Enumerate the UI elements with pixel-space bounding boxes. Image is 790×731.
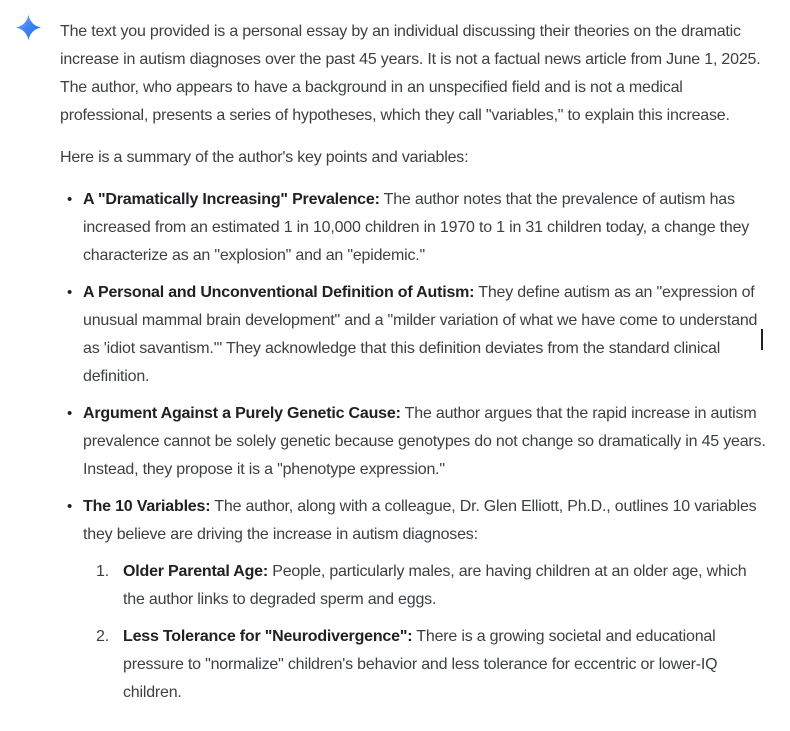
list-item-heading: The 10 Variables: xyxy=(83,498,211,515)
response-summary-lead: Here is a summary of the author's key points and variables: xyxy=(60,149,469,166)
numbered-item xyxy=(60,623,766,707)
response-intro-paragraph: The text you provided is a personal essay by an individual discussing their theories on the dramatic increase in autism diagnoses over the past 45 years. It is not a factual news article from June 1, 2025. The author, who appears to have a background in an unspecified field and is not a medical professional, presents a series of hypotheses, which they call "variables," to explain this increase. xyxy=(60,23,761,124)
list-item-heading: A "Dramatically Increasing" Prevalence: xyxy=(83,191,380,208)
list-item xyxy=(60,186,766,270)
variables-numbered-list xyxy=(60,558,766,707)
list-item-text: They define autism as an "expression of unusual mammal brain development" and a "milder variation of what we have come to understand as 'idiot savantism.'" They acknowledge that this definition deviates from the standard clinical definition. xyxy=(83,284,758,385)
list-item-text: The author notes that the prevalence of autism has increased from an estimated 1 in 10,000 children in 1970 to 1 in 31 children today, a change they characterize as an "explosion" and an "epidemic." xyxy=(83,191,750,264)
key-points-list xyxy=(60,186,766,549)
number-marker: 1. xyxy=(96,563,109,580)
text-cursor xyxy=(761,329,763,350)
list-item xyxy=(60,493,766,549)
numbered-item xyxy=(60,558,766,614)
list-item xyxy=(60,279,766,391)
bullet-marker: • xyxy=(67,284,73,301)
response-content xyxy=(60,13,766,707)
list-item-heading: Argument Against a Purely Genetic Cause: xyxy=(83,405,401,422)
list-item-text: The author, along with a colleague, Dr. Glen Elliott, Ph.D., outlines 10 variables they believe are driving the increase in autism diagnoses: xyxy=(83,498,757,543)
numbered-item-heading: Less Tolerance for "Neurodivergence": xyxy=(123,628,413,645)
bullet-marker: • xyxy=(67,498,73,515)
numbered-item-heading: Older Parental Age: xyxy=(123,563,268,580)
numbered-item-text: People, particularly males, are having children at an older age, which the author links to degraded sperm and eggs. xyxy=(123,563,747,608)
list-item xyxy=(60,400,766,484)
numbered-item-text: There is a growing societal and educational pressure to "normalize" children's behavior and less tolerance for eccentric or lower-IQ children. xyxy=(123,628,718,701)
list-item-text: The author argues that the rapid increase in autism prevalence cannot be solely genetic because genotypes do not change so dramatically in 45 years. Instead, they propose it is a "phenotype expression." xyxy=(83,405,766,478)
bullet-marker: • xyxy=(67,405,73,422)
bullet-marker: • xyxy=(67,191,73,208)
number-marker: 2. xyxy=(96,628,109,645)
gemini-sparkle-icon xyxy=(15,14,42,41)
list-item-heading: A Personal and Unconventional Definition of Autism: xyxy=(83,284,475,301)
